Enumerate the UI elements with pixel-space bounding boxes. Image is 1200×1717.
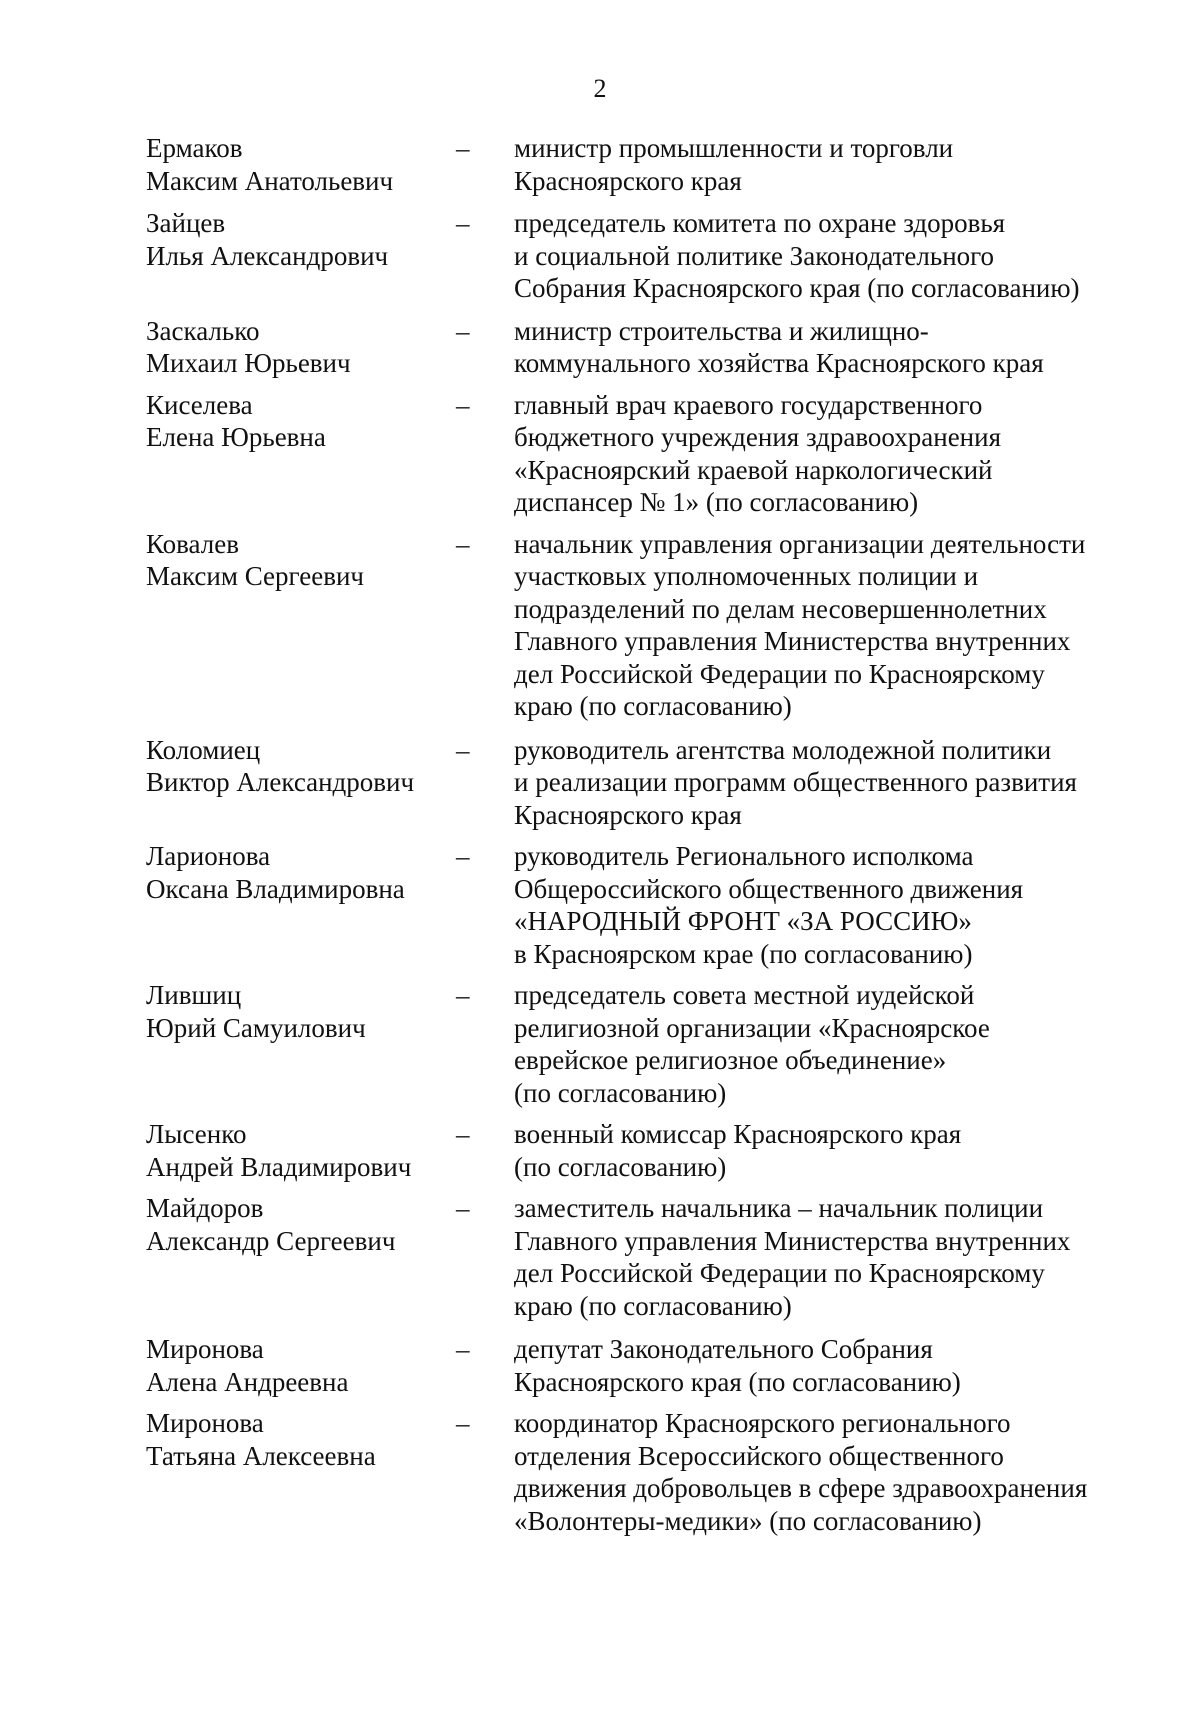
member-surname: Майдоров xyxy=(146,1193,264,1223)
role-line: коммунального хозяйства Красноярского края xyxy=(514,348,1044,378)
role-line: (по согласованию) xyxy=(514,1151,727,1182)
member-given-names: Андрей Владимирович xyxy=(146,1151,412,1182)
member-surname: Заскалько xyxy=(146,315,260,346)
role-line: Красноярского края xyxy=(514,165,742,196)
member-entry xyxy=(0,1333,1200,1398)
role-line: начальник управления организации деятельности xyxy=(514,528,1086,559)
dash-separator: – xyxy=(456,133,470,163)
member-given-names: Елена Юрьевна xyxy=(146,422,326,452)
member-given-names: Алена Андреевна xyxy=(146,1366,349,1397)
role-line: и социальной политике Законодательного xyxy=(514,240,995,271)
dash-separator: – xyxy=(456,734,470,765)
members-list xyxy=(0,132,1200,1537)
page-number: 2 xyxy=(593,74,607,103)
role-line: координатор Красноярского регионального xyxy=(514,1408,1011,1438)
role-line: еврейское религиозное объединение» xyxy=(514,1045,947,1075)
member-role xyxy=(514,132,1134,197)
dash-separator: – xyxy=(456,389,470,420)
member-name xyxy=(146,207,456,272)
member-name xyxy=(146,528,456,593)
member-role xyxy=(514,389,1134,519)
member-name xyxy=(146,1192,456,1257)
dash-separator: – xyxy=(456,1408,470,1438)
role-line: министр строительства и жилищно- xyxy=(514,315,929,346)
member-name xyxy=(146,1407,456,1472)
member-given-names: Оксана Владимировна xyxy=(146,873,405,904)
member-entry xyxy=(0,1407,1200,1537)
member-surname: Киселева xyxy=(146,389,253,420)
member-role xyxy=(514,1407,1134,1537)
role-line: депутат Законодательного Собрания xyxy=(514,1334,933,1364)
role-line: участковых уполномоченных полиции и xyxy=(514,561,979,591)
role-line: религиозной организации «Красноярское xyxy=(514,1012,990,1043)
member-name xyxy=(146,840,456,905)
role-line: дел Российской Федерации по Красноярскому xyxy=(514,1258,1045,1288)
role-line: руководитель агентства молодежной политики xyxy=(514,734,1052,765)
member-surname: Лысенко xyxy=(146,1119,247,1149)
role-line: бюджетного учреждения здравоохранения xyxy=(514,422,1001,452)
member-given-names: Александр Сергеевич xyxy=(146,1225,396,1256)
role-line: министр промышленности и торговли xyxy=(514,133,954,163)
member-surname: Коломиец xyxy=(146,734,261,765)
member-surname: Лившиц xyxy=(146,980,242,1010)
member-surname: Ларионова xyxy=(146,841,271,871)
role-line: «Красноярский краевой наркологический xyxy=(514,454,993,485)
role-line: краю (по согласованию) xyxy=(514,691,792,721)
role-line: движения добровольцев в сфере здравоохранения xyxy=(514,1473,1088,1503)
member-name xyxy=(146,734,456,799)
role-line: военный комиссар Красноярского края xyxy=(514,1119,962,1149)
member-name xyxy=(146,1118,456,1183)
role-line: Красноярского края (по согласованию) xyxy=(514,1366,961,1397)
member-name xyxy=(146,979,456,1044)
member-given-names: Илья Александрович xyxy=(146,240,389,271)
role-line: (по согласованию) xyxy=(514,1077,727,1108)
role-line: Собрания Красноярского края (по согласованию) xyxy=(514,273,1080,303)
member-entry xyxy=(0,528,1200,723)
member-role xyxy=(514,979,1134,1109)
member-given-names: Юрий Самуилович xyxy=(146,1012,366,1043)
role-line: заместитель начальника – начальник полиции xyxy=(514,1193,1044,1223)
role-line: руководитель Регионального исполкома xyxy=(514,841,974,871)
member-name xyxy=(146,132,456,197)
role-line: и реализации программ общественного развития xyxy=(514,767,1077,797)
role-line: председатель комитета по охране здоровья xyxy=(514,208,1006,238)
member-surname: Миронова xyxy=(146,1408,264,1438)
role-line: диспансер № 1» (по согласованию) xyxy=(514,487,919,517)
member-given-names: Максим Сергеевич xyxy=(146,561,364,591)
member-entry xyxy=(0,207,1200,305)
dash-separator: – xyxy=(456,528,470,559)
member-entry xyxy=(0,1118,1200,1183)
member-entry xyxy=(0,979,1200,1109)
role-line: «Волонтеры-медики» (по согласованию) xyxy=(514,1505,982,1536)
member-surname: Зайцев xyxy=(146,208,226,238)
dash-separator: – xyxy=(456,841,470,871)
member-name xyxy=(146,315,456,380)
member-entry xyxy=(0,840,1200,970)
role-line: председатель совета местной иудейской xyxy=(514,980,975,1010)
member-given-names: Татьяна Алексеевна xyxy=(146,1440,376,1471)
dash-separator: – xyxy=(456,1119,470,1149)
role-line: краю (по согласованию) xyxy=(514,1290,792,1321)
member-role xyxy=(514,528,1134,723)
member-given-names: Михаил Юрьевич xyxy=(146,348,351,378)
member-given-names: Виктор Александрович xyxy=(146,767,415,797)
role-line: главный врач краевого государственного xyxy=(514,389,983,420)
member-role xyxy=(514,840,1134,970)
role-line: Главного управления Министерства внутренних xyxy=(514,626,1071,656)
member-role xyxy=(514,315,1134,380)
member-role xyxy=(514,1333,1134,1398)
member-entry xyxy=(0,734,1200,832)
role-line: отделения Всероссийского общественного xyxy=(514,1440,1004,1471)
member-surname: Миронова xyxy=(146,1334,264,1364)
member-role xyxy=(514,1192,1134,1322)
dash-separator: – xyxy=(456,1334,470,1364)
member-name xyxy=(146,1333,456,1398)
member-entry xyxy=(0,389,1200,519)
dash-separator: – xyxy=(456,980,470,1010)
member-entry xyxy=(0,132,1200,197)
member-role xyxy=(514,734,1134,832)
member-surname: Ермаков xyxy=(146,133,243,163)
member-role xyxy=(514,1118,1134,1183)
role-line: Главного управления Министерства внутренних xyxy=(514,1225,1071,1256)
role-line: Общероссийского общественного движения xyxy=(514,873,1024,904)
member-entry xyxy=(0,315,1200,380)
role-line: Красноярского края xyxy=(514,799,742,830)
member-surname: Ковалев xyxy=(146,528,239,559)
dash-separator: – xyxy=(456,1193,470,1223)
role-line: подразделений по делам несовершеннолетних xyxy=(514,593,1047,624)
member-role xyxy=(514,207,1134,305)
role-line: дел Российской Федерации по Красноярскому xyxy=(514,658,1045,689)
role-line: в Красноярском крае (по согласованию) xyxy=(514,938,973,969)
dash-separator: – xyxy=(456,208,470,238)
dash-separator: – xyxy=(456,315,470,346)
role-line: «НАРОДНЫЙ ФРОНТ «ЗА РОССИЮ» xyxy=(514,906,972,936)
member-entry xyxy=(0,1192,1200,1322)
member-name xyxy=(146,389,456,454)
member-given-names: Максим Анатольевич xyxy=(146,165,394,196)
